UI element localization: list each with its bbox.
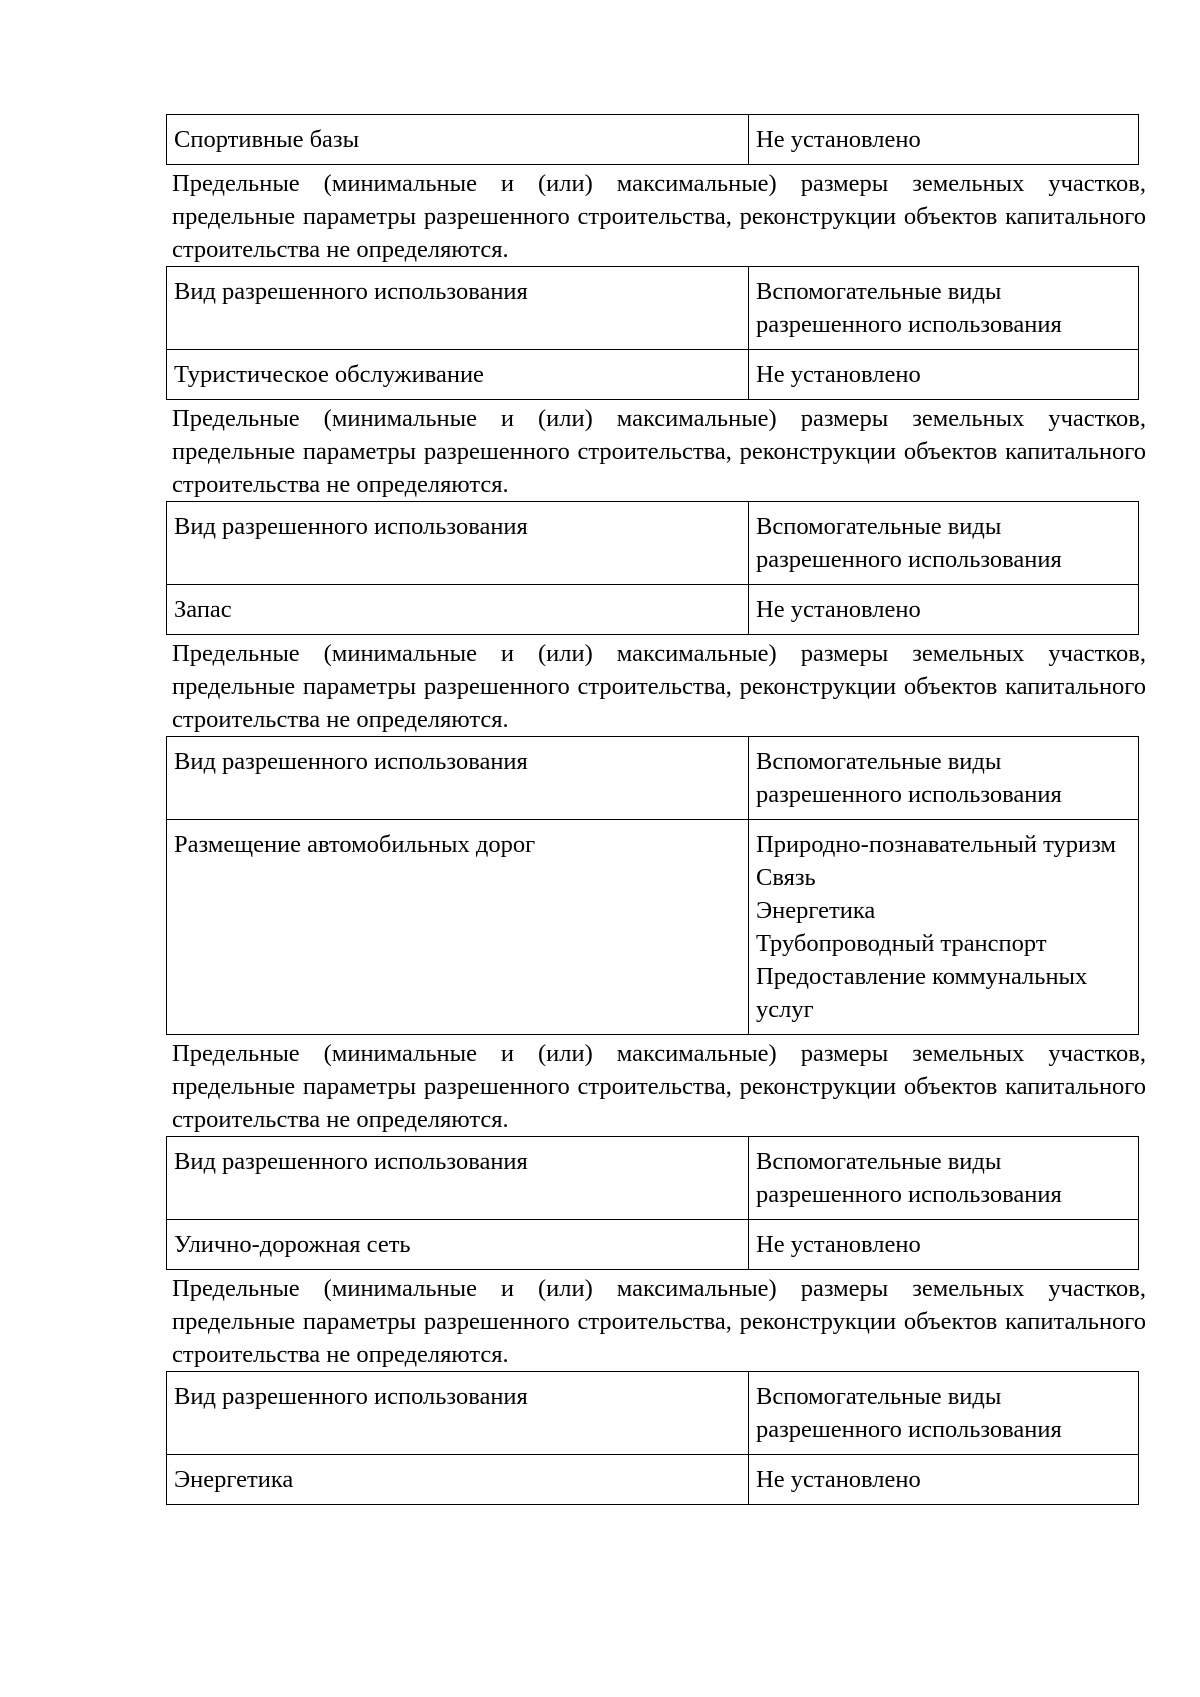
header-auxiliary-cell: Вспомогательные виды разрешенного использования — [749, 1372, 1139, 1455]
table-row — [167, 350, 1139, 400]
table-header-row — [167, 1137, 1139, 1220]
limits-note: Предельные (минимальные и (или) максимальные) размеры земельных участков, предельные параметры разрешенного строительства, реконструкции объектов капитального строительства не определяются. — [172, 1040, 1146, 1133]
header-auxiliary-cell: Вспомогательные виды разрешенного использования — [749, 267, 1139, 350]
table-row — [167, 115, 1139, 165]
use-cell: Спортивные базы — [167, 115, 749, 165]
table-row — [167, 1220, 1139, 1270]
table-row — [167, 820, 1139, 1035]
use-table-3 — [166, 736, 1139, 1035]
table-header-row — [167, 1372, 1139, 1455]
header-use-cell: Вид разрешенного использования — [167, 737, 749, 820]
auxiliary-cell: Не установлено — [749, 585, 1139, 635]
use-table-4 — [166, 1136, 1139, 1270]
header-use-cell: Вид разрешенного использования — [167, 1372, 749, 1455]
auxiliary-item: Природно-познавательный туризм — [756, 831, 1116, 858]
auxiliary-cell: Не установлено — [749, 350, 1139, 400]
header-use-cell: Вид разрешенного использования — [167, 502, 749, 585]
document-page — [166, 114, 1146, 1505]
use-cell: Улично-дорожная сеть — [167, 1220, 749, 1270]
auxiliary-item: Предоставление коммунальных услуг — [756, 963, 1088, 1023]
header-use-cell: Вид разрешенного использования — [167, 267, 749, 350]
table-header-row — [167, 502, 1139, 585]
use-table-0 — [166, 114, 1139, 165]
use-cell: Размещение автомобильных дорог — [167, 820, 749, 1035]
use-table-5 — [166, 1371, 1139, 1505]
header-auxiliary-cell: Вспомогательные виды разрешенного использования — [749, 1137, 1139, 1220]
use-table-1 — [166, 266, 1139, 400]
use-table-2 — [166, 501, 1139, 635]
auxiliary-item: Связь — [756, 864, 816, 891]
header-use-cell: Вид разрешенного использования — [167, 1137, 749, 1220]
limits-note: Предельные (минимальные и (или) максимальные) размеры земельных участков, предельные параметры разрешенного строительства, реконструкции объектов капитального строительства не определяются. — [172, 640, 1146, 733]
auxiliary-cell: Не установлено — [749, 1220, 1139, 1270]
auxiliary-item: Трубопроводный транспорт — [756, 930, 1047, 957]
table-header-row — [167, 737, 1139, 820]
limits-note: Предельные (минимальные и (или) максимальные) размеры земельных участков, предельные параметры разрешенного строительства, реконструкции объектов капитального строительства не определяются. — [172, 170, 1146, 263]
use-cell: Энергетика — [167, 1455, 749, 1505]
limits-note: Предельные (минимальные и (или) максимальные) размеры земельных участков, предельные параметры разрешенного строительства, реконструкции объектов капитального строительства не определяются. — [172, 405, 1146, 498]
auxiliary-item: Энергетика — [756, 897, 876, 924]
table-row — [167, 1455, 1139, 1505]
table-header-row — [167, 267, 1139, 350]
use-cell: Туристическое обслуживание — [167, 350, 749, 400]
auxiliary-cell: Не установлено — [749, 1455, 1139, 1505]
auxiliary-cell: Не установлено — [749, 115, 1139, 165]
header-auxiliary-cell: Вспомогательные виды разрешенного использования — [749, 737, 1139, 820]
auxiliary-cell — [749, 820, 1139, 1035]
header-auxiliary-cell: Вспомогательные виды разрешенного использования — [749, 502, 1139, 585]
table-row — [167, 585, 1139, 635]
limits-note: Предельные (минимальные и (или) максимальные) размеры земельных участков, предельные параметры разрешенного строительства, реконструкции объектов капитального строительства не определяются. — [172, 1275, 1146, 1368]
use-cell: Запас — [167, 585, 749, 635]
